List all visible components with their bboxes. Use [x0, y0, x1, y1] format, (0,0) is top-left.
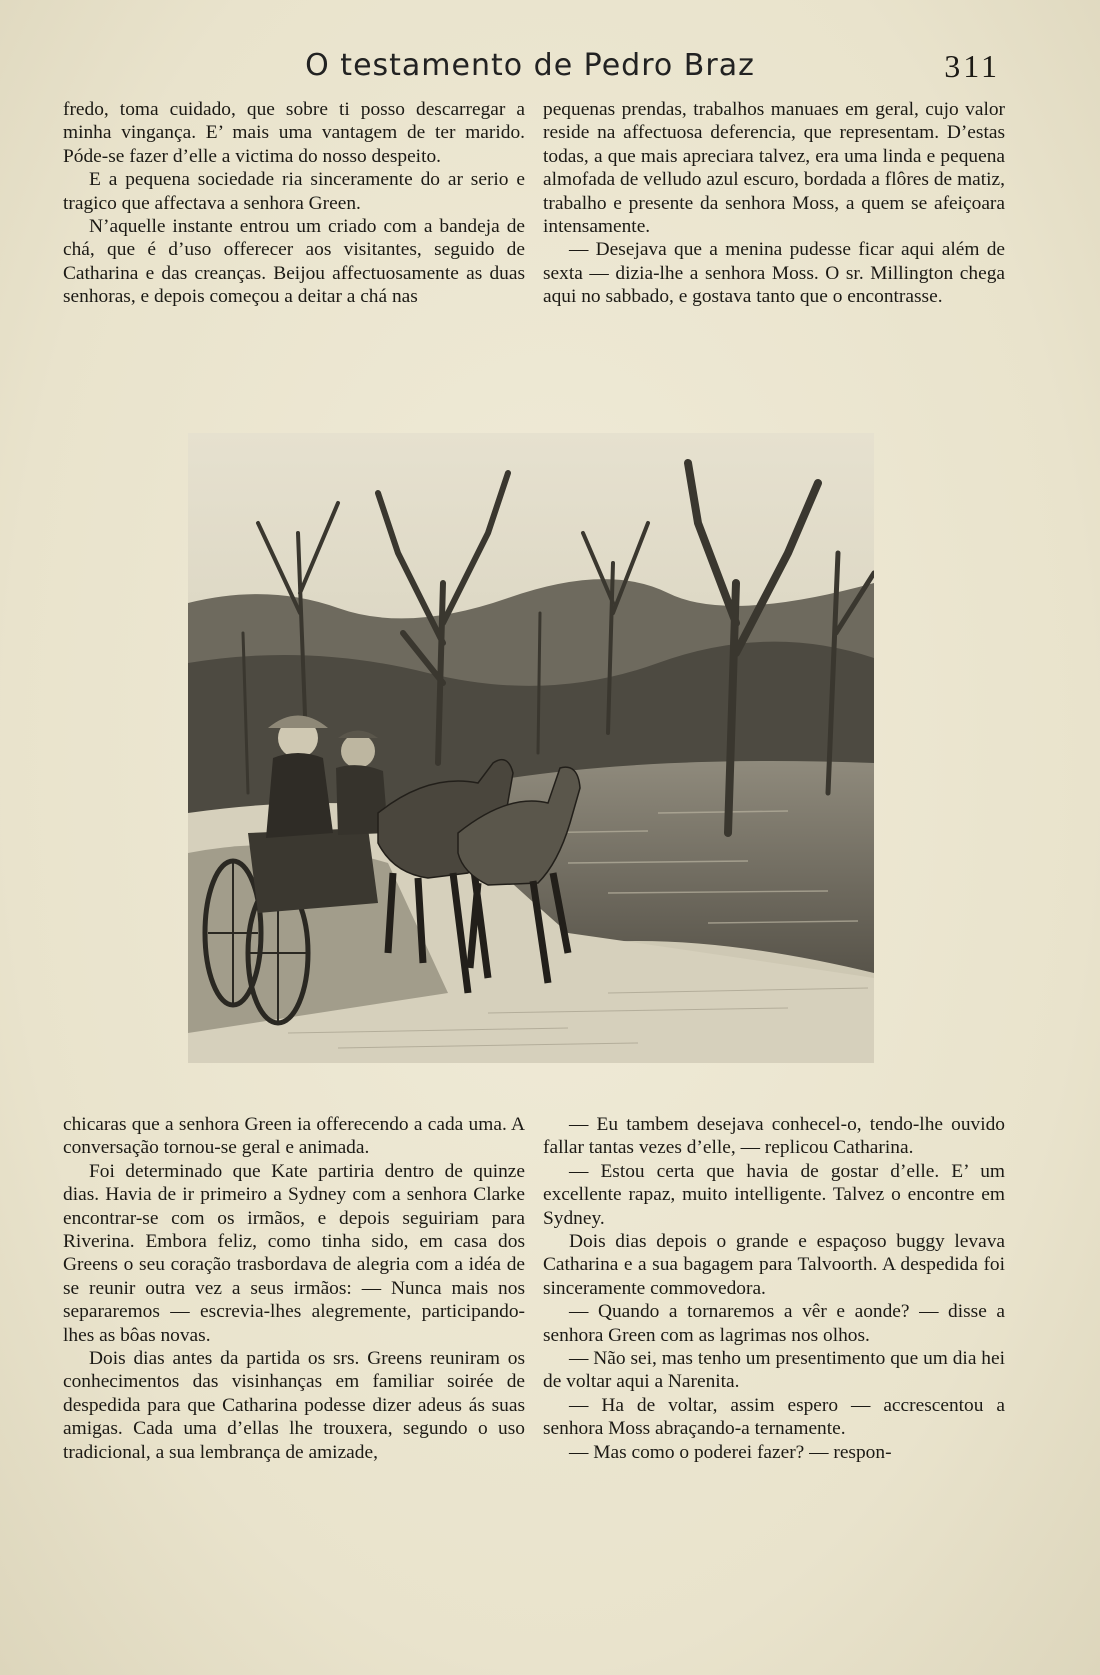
paragraph: chicaras que a senhora Green ia offerecendo a cada uma. A conversação tornou-se geral e animada. — [63, 1114, 525, 1159]
paragraph: Foi determinado que Kate partiria dentro de quinze dias. Havia de ir primeiro a Sydney com a senhora Clarke encontrar-se com os irmãos, e depois seguiriam para Riverina. Embora feliz, como tinha sido, em casa dos Greens o seu coração trasbordava de alegria com a idéa de se reunir outra vez a seus irmãos: — Nunca mais nos separaremos — escrevia-lhes alegremente, participando-lhes as bôas novas. — [63, 1160, 525, 1346]
paragraph: N’aquelle instante entrou um criado com a bandeja de chá, que é d’uso offerecer aos visitantes, seguido de Catharina e das creanças. Beijou affectuosamente as duas senhoras, e depois começou a deitar a chá nas — [63, 216, 525, 308]
paragraph: — Mas como o poderei fazer? — respon- — [569, 1441, 892, 1463]
running-title: O testamento de Pedro Braz — [305, 48, 755, 83]
paragraph: fredo, toma cuidado, que sobre ti posso descarregar a minha vingança. E’ mais uma vantagem de ter marido. Póde-se fazer d’elle a victima do nosso despeito. — [63, 99, 525, 167]
paragraph: — Desejava que a menina pudesse ficar aqui além de sexta — dizia-lhe a senhora Moss. O sr. Millington chega aqui no sabbado, e gostava tanto que o encontrasse. — [543, 239, 1005, 308]
paragraph: — Quando a tornaremos a vêr e aonde? — disse a senhora Green com as lagrimas nos olhos. — [543, 1301, 1005, 1346]
running-header — [60, 48, 1000, 92]
paragraph: — Ha de voltar, assim espero — accrescentou a senhora Moss abraçando-a ternamente. — [543, 1394, 1005, 1440]
text-column-top-right — [543, 98, 1005, 309]
text-column-top-left — [63, 98, 525, 309]
page-number: 311 — [944, 48, 1000, 84]
paragraph: E a pequena sociedade ria sinceramente do ar serio e tragico que affectava a senhora Green. — [63, 169, 525, 214]
paragraph: pequenas prendas, trabalhos manuaes em geral, cujo valor reside na affectuosa deferencia, que representam. D’estas todas, a que mais apreciara talvez, era uma linda e pequena almofada de velludo azul escuro, bordada a flôres de matiz, trabalho e presente da senhora Moss, a quem se afeiçoara intensamente. — [543, 99, 1005, 238]
paragraph: — Não sei, mas tenho um presentimento que um dia hei de voltar aqui a Narenita. — [543, 1348, 1005, 1393]
text-column-bottom-right — [543, 1113, 1005, 1464]
paragraph: Dois dias depois o grande e espaçoso buggy levava Catharina e a sua bagagem para Talvoorth. A despedida foi sinceramente commovedora. — [543, 1231, 1005, 1299]
paragraph: — Estou certa que havia de gostar d’elle. E’ um excellente rapaz, muito intelligente. Talvez o encontre em Sydney. — [543, 1160, 1005, 1229]
paragraph: Dois dias antes da partida os srs. Greens reuniram os conhecimentos das visinhanças em familiar soirée de despedida para que Catharina podesse dizer adeus ás suas amigas. Cada uma d’ellas lhe trouxera, segundo o uso tradicional, a sua lembrança de amizade, — [63, 1348, 525, 1463]
text-column-bottom-left — [63, 1113, 525, 1464]
paragraph: — Eu tambem desejava conhecel-o, tendo-lhe ouvido fallar tantas vezes d’elle, — replicou Catharina. — [543, 1114, 1005, 1159]
engraving-illustration — [188, 433, 874, 1063]
buggy-by-flooded-creek-engraving — [188, 433, 874, 1063]
